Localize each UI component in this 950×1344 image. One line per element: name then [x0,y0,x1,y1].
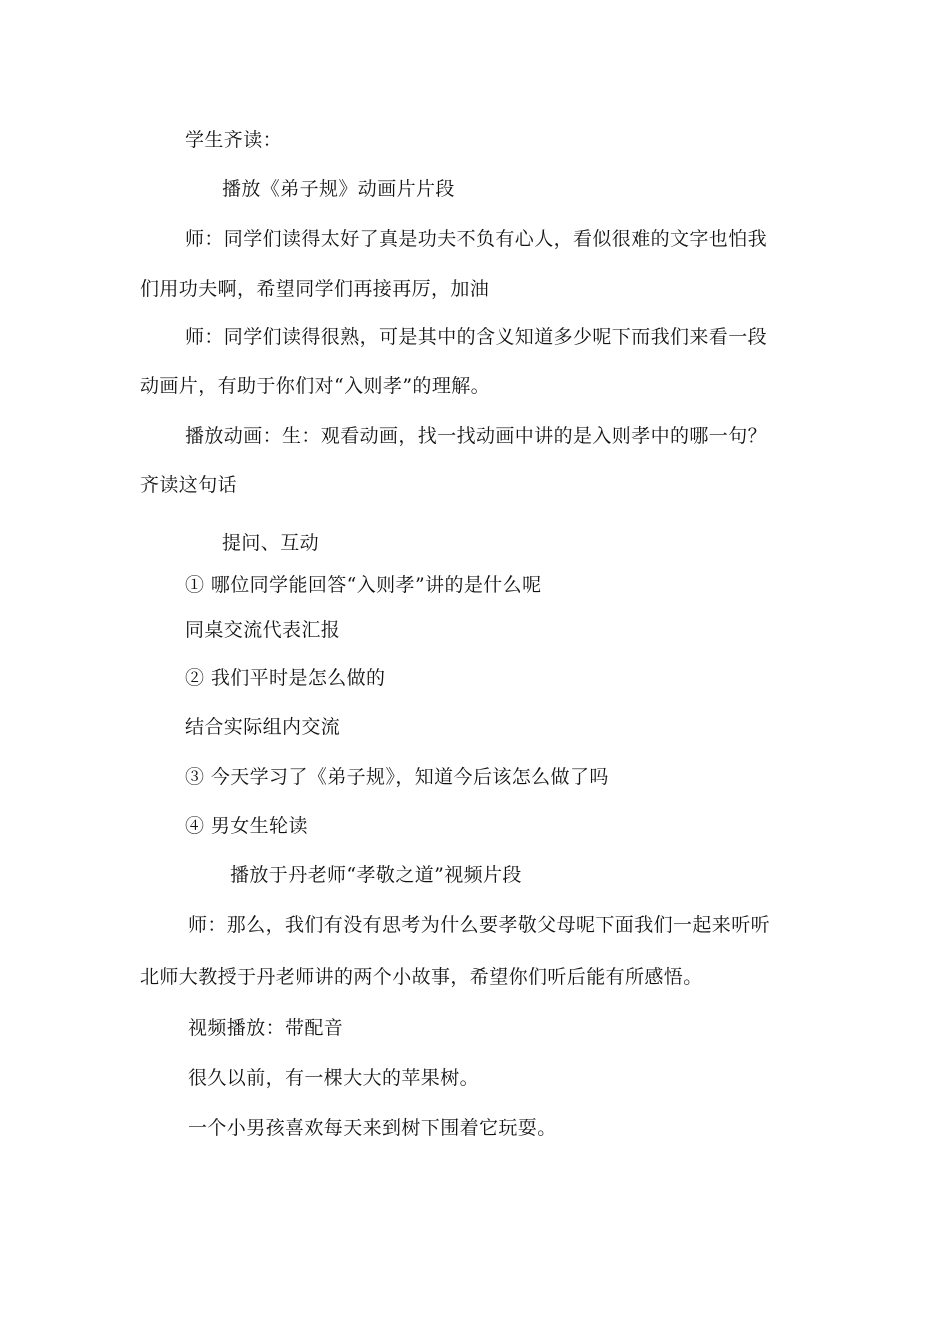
line-question-2: ② 我们平时是怎么做的 [185,667,386,689]
line-question-3: ③ 今天学习了《弟子规》，知道今后该怎么做了吗 [185,766,609,788]
line-questions-interaction: 提问、互动 [222,532,320,554]
line-play-yudan-video: 播放于丹老师“孝敬之道”视频片段 [230,864,522,886]
line-play-animation: 播放动画：生：观看动画，找一找动画中讲的是入则孝中的哪一句？ [185,425,768,447]
line-story-apple-tree: 很久以前，有一棵大大的苹果树。 [188,1067,480,1089]
line-teacher-why-filial: 师：那么，我们有没有思考为什么要孝敬父母呢下面我们一起来听听 [188,914,771,936]
line-question-4: ④ 男女生轮读 [185,815,308,837]
line-teacher-praise-cont: 们用功夫啊，希望同学们再接再厉，加油 [140,278,490,300]
line-teacher-praise: 师：同学们读得太好了真是功夫不负有心人，看似很难的文字也怕我 [185,228,768,250]
line-teacher-meaning: 师：同学们读得很熟，可是其中的含义知道多少呢下而我们来看一段 [185,326,768,348]
line-video-playback: 视频播放：带配音 [188,1017,344,1039]
line-students-read: 学生齐读： [185,129,283,151]
line-read-together: 齐读这句话 [140,474,238,496]
line-group-discussion: 结合实际组内交流 [185,716,341,738]
line-question-1: ① 哪位同学能回答“入则孝”讲的是什么呢 [185,574,542,596]
line-play-dizigui-cartoon: 播放《弟子规》动画片片段 [222,178,455,200]
line-story-little-boy: 一个小男孩喜欢每天来到树下围着它玩耍。 [188,1117,557,1139]
line-desk-partner-report: 同桌交流代表汇报 [185,619,341,641]
line-teacher-meaning-cont: 动画片，有助于你们对“入则孝”的理解。 [140,375,491,397]
line-teacher-why-filial-cont: 北师大教授于丹老师讲的两个小故事，希望你们听后能有所感悟。 [140,966,703,988]
